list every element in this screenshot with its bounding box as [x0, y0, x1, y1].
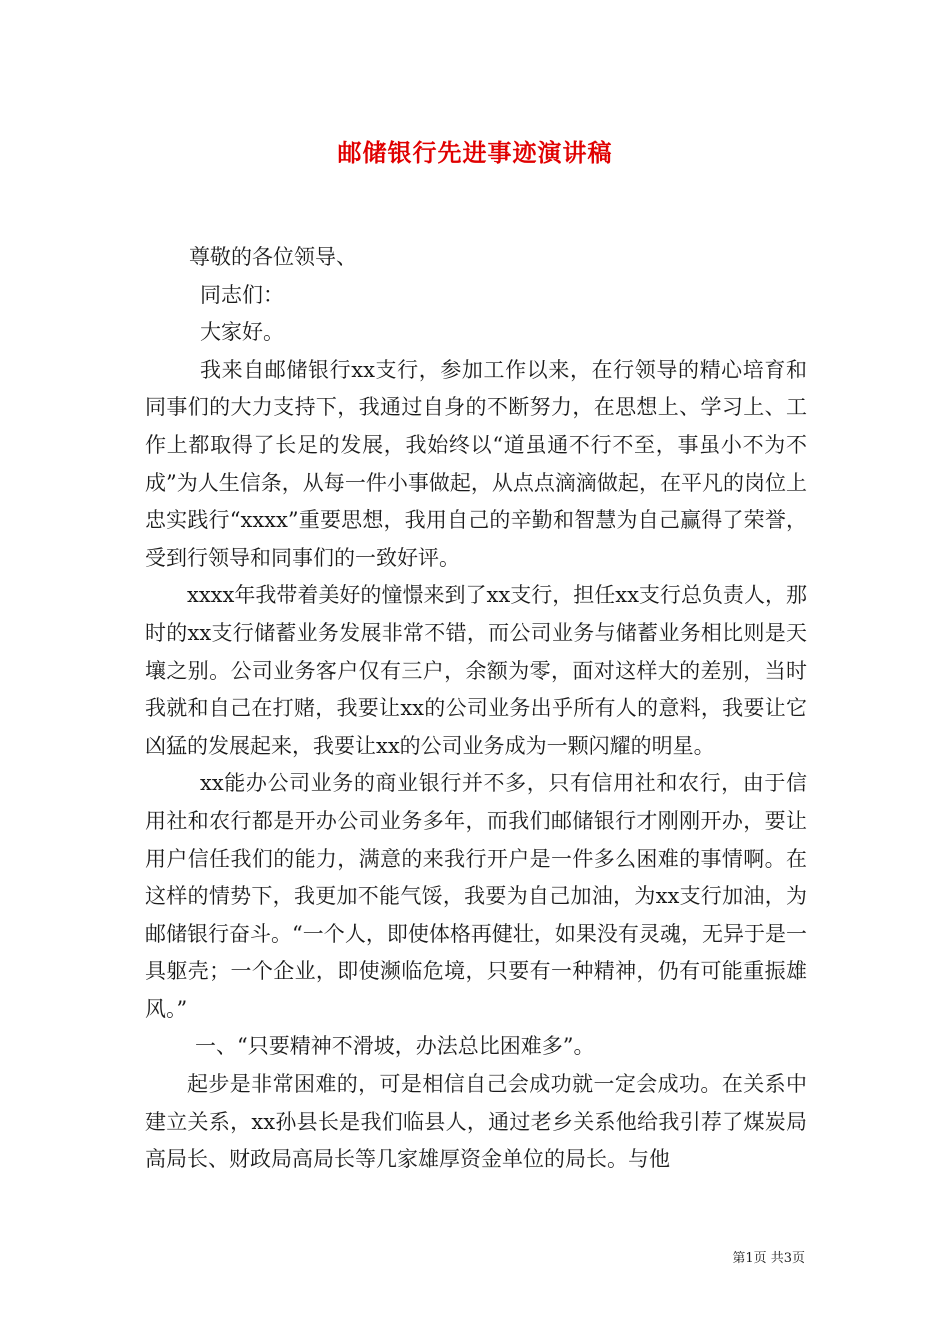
- greeting: 大家好。: [200, 320, 284, 345]
- page-number: 第1页 共3页: [732, 1251, 805, 1266]
- section-heading-1: 一、“只要精神不滑坡，办法总比困难多”。: [195, 1034, 595, 1059]
- paragraph-start: 起步是非常困难的，可是相信自己会成功就一定会成功。在关系中建立关系，xx孙县长是我们临县人，通过老乡关系他给我引荐了煤炭局高局长、财政局高局长等几家雄厚资金单位的局长。与他: [145, 1072, 807, 1172]
- document-title: 邮储银行先进事迹演讲稿: [337, 138, 613, 167]
- document-body: [145, 239, 807, 1179]
- paragraph-intro: 我来自邮储银行xx支行，参加工作以来，在行领导的精心培育和同事们的大力支持下，我通过自身的不断努力，在思想上、学习上、工作上都取得了长足的发展，我始终以“道虽通不行不至，事虽小不为不成”为人生信条，从每一件小事做起，从点点滴滴做起，在平凡的岗位上忠实践行“xxxx”重要思想，我用自己的辛勤和智慧为自己赢得了荣誉，受到行领导和同事们的一致好评。: [145, 357, 807, 570]
- salutation-leaders: 尊敬的各位领导、: [189, 245, 357, 269]
- salutation-comrades: 同志们：: [200, 282, 284, 307]
- paragraph-history: xxxx年我带着美好的憧憬来到了xx支行，担任xx支行总负责人，那时的xx支行储蓄业务发展非常不错，而公司业务与储蓄业务相比则是天壤之别。公司业务客户仅有三户，余额为零，面对这样大的差别，当时我就和自己在打赌，我要让xx的公司业务出乎所有人的意料，我要让它凶猛的发展起来，我要让xx的公司业务成为一颗闪耀的明星。: [145, 583, 807, 758]
- paragraph-challenge: xx能办公司业务的商业银行并不多，只有信用社和农行，由于信用社和农行都是开办公司业务多年，而我们邮储银行才刚刚开办，要让用户信任我们的能力，满意的来我行开户是一件多么困难的事情啊。在这样的情势下，我更加不能气馁，我要为自己加油，为xx支行加油，为邮储银行奋斗。“一个人，即使体格再健壮，如果没有灵魂，无异于是一具躯壳；一个企业，即使濒临危境，只要有一种精神，仍有可能重振雄风。”: [145, 771, 807, 1021]
